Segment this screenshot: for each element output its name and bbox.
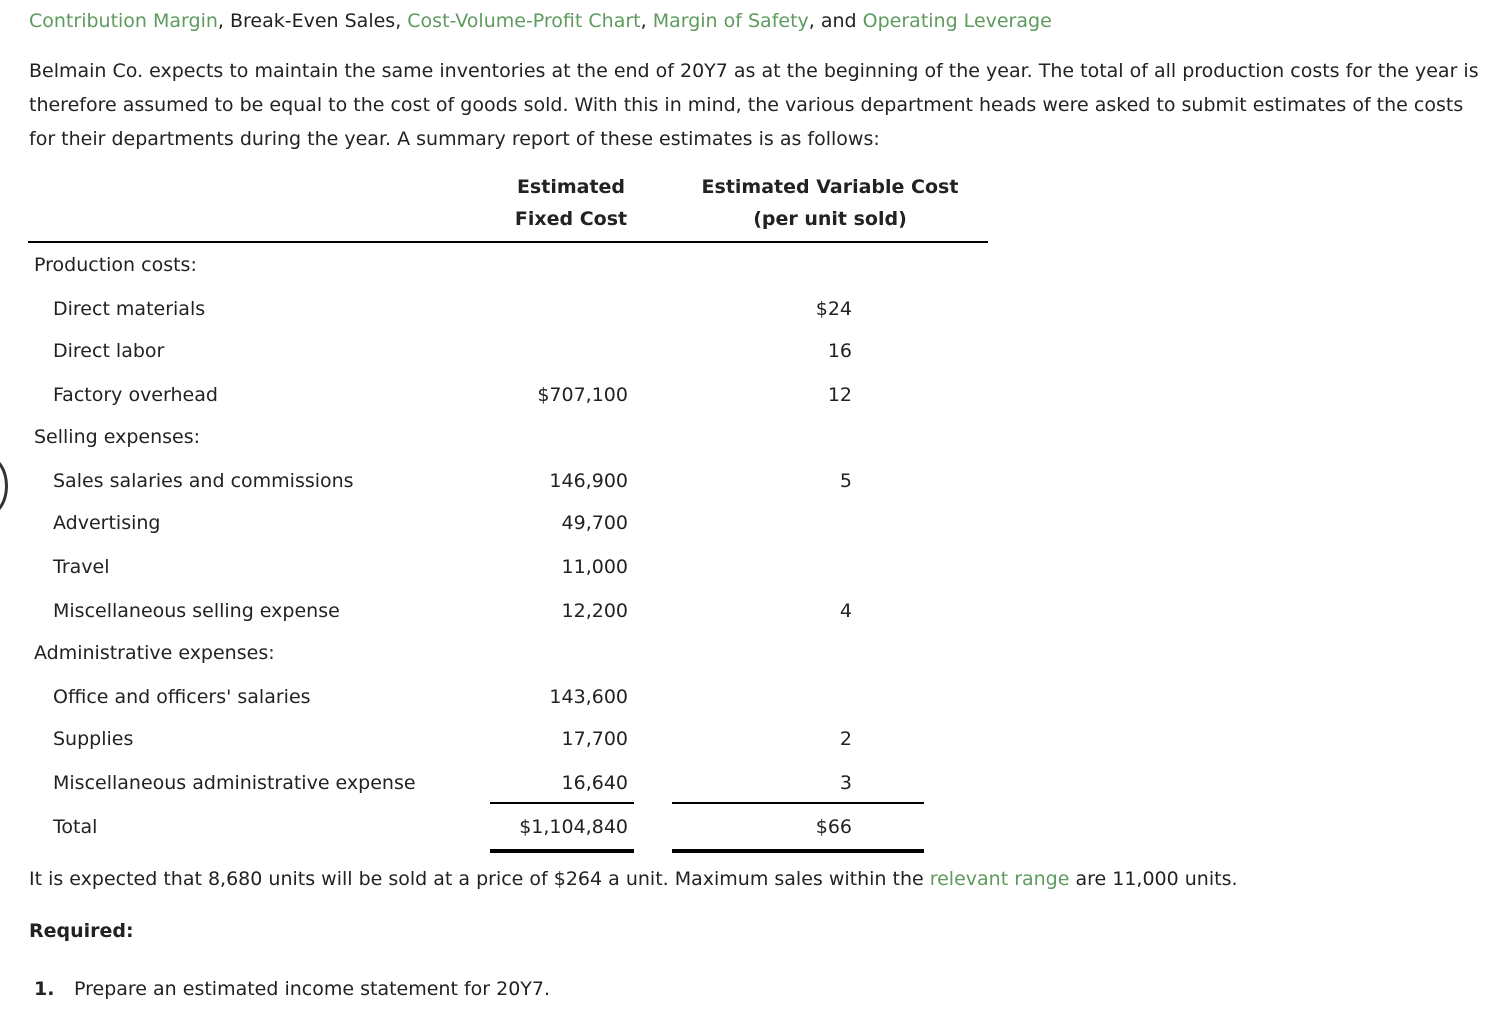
- fixed-total-double-rule: [490, 849, 634, 853]
- table-section-label: Administrative expenses:: [34, 642, 275, 664]
- table-cell-fixed-cost: 146,900: [549, 470, 628, 492]
- table-section-label: Selling expenses:: [34, 426, 201, 448]
- header-variable-line2: (per unit sold): [753, 208, 907, 230]
- table-row-label: Direct labor: [53, 340, 165, 362]
- table-cell-fixed-cost: 17,700: [561, 728, 628, 750]
- fixed-subtotal-rule: [490, 802, 634, 804]
- header-variable-line1: Estimated Variable Cost: [701, 176, 959, 198]
- title-link-cvp-chart[interactable]: Cost-Volume-Profit Chart: [407, 10, 641, 32]
- relevant-range-link[interactable]: relevant range: [929, 868, 1070, 890]
- table-row-label: Sales salaries and commissions: [53, 470, 354, 492]
- table-cell-fixed-cost: $707,100: [537, 384, 628, 406]
- table-cell-fixed-cost: $1,104,840: [519, 816, 628, 838]
- title-separator: , and: [808, 10, 863, 32]
- table-cell-fixed-cost: 49,700: [561, 512, 628, 534]
- table-cell-variable-cost: 12: [827, 384, 852, 406]
- title-link-operating-leverage[interactable]: Operating Leverage: [862, 10, 1052, 32]
- table-cell-fixed-cost: 12,200: [561, 600, 628, 622]
- header-fixed-cost: [500, 171, 642, 235]
- header-rule: [28, 241, 988, 243]
- header-variable-cost: [680, 171, 980, 235]
- table-section-label: Production costs:: [34, 254, 197, 276]
- title-separator: ,: [640, 10, 653, 32]
- question-number: 1.: [34, 978, 55, 1000]
- table-row-label: Supplies: [53, 728, 134, 750]
- table-cell-fixed-cost: 143,600: [549, 686, 628, 708]
- table-cell-fixed-cost: 16,640: [561, 772, 628, 794]
- table-row-label: Miscellaneous selling expense: [53, 600, 340, 622]
- table-row-label: Miscellaneous administrative expense: [53, 772, 416, 794]
- table-row-label: Total: [53, 816, 98, 838]
- closing-paragraph: [29, 866, 1238, 892]
- table-row-label: Advertising: [53, 512, 161, 534]
- variable-subtotal-rule: [672, 802, 924, 804]
- table-cell-variable-cost: $24: [815, 298, 852, 320]
- title-link-contribution-margin[interactable]: Contribution Margin: [29, 10, 218, 32]
- title-link-margin-of-safety[interactable]: Margin of Safety: [652, 10, 809, 32]
- table-row-label: Travel: [53, 556, 110, 578]
- table-cell-fixed-cost: 11,000: [561, 556, 628, 578]
- table-row-label: Direct materials: [53, 298, 206, 320]
- table-row-label: Office and officers' salaries: [53, 686, 311, 708]
- side-marker-arc: [0, 456, 8, 516]
- required-heading: Required:: [29, 920, 134, 942]
- closing-text-before: It is expected that 8,680 units will be sold at a price of $264 a unit. Maximum sales within the: [29, 868, 930, 890]
- table-row-label: Factory overhead: [53, 384, 218, 406]
- header-fixed-line1: Estimated: [516, 176, 626, 198]
- table-cell-variable-cost: 2: [839, 728, 852, 750]
- intro-paragraph: Belmain Co. expects to maintain the same inventories at the end of 20Y7 as at the beginning of the year. The total of all production costs for the year is therefore assumed to be equal to the cost of goods sold. With this in mind, the various department heads were asked to submit estimates of the costs for their departments during the year. A summary report of these estimates is as follows:: [29, 60, 1479, 150]
- table-cell-variable-cost: $66: [815, 816, 852, 838]
- variable-total-double-rule: [672, 849, 924, 853]
- title-separator: , Break-Even Sales,: [217, 10, 408, 32]
- header-fixed-line2: Fixed Cost: [514, 208, 628, 230]
- question-text: Prepare an estimated income statement for 20Y7.: [74, 978, 551, 1000]
- closing-text-after: are 11,000 units.: [1069, 868, 1238, 890]
- table-cell-variable-cost: 16: [827, 340, 852, 362]
- page-title: [29, 8, 1052, 34]
- table-cell-variable-cost: 3: [839, 772, 852, 794]
- table-cell-variable-cost: 4: [839, 600, 852, 622]
- table-cell-variable-cost: 5: [839, 470, 852, 492]
